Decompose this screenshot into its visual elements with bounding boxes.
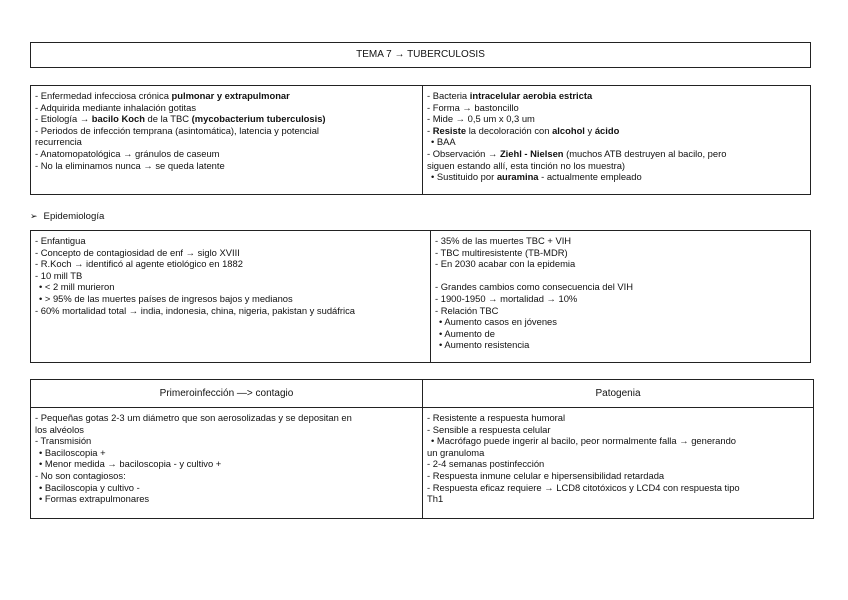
text-line [427,102,806,114]
intro-table-right [423,86,810,194]
text-line [435,339,806,351]
text-run: - En 2030 acabar con la epidemia [435,258,576,270]
text-line [427,136,806,148]
text-run: • BAA [431,136,456,148]
intro-table [30,85,811,195]
text-line [435,247,806,259]
header-pathogenesis: Patogenia [595,387,641,399]
text-run: - Grandes cambios como consecuencia del VIH [435,281,634,293]
text-run: - [427,124,433,136]
text-run: la decoloración con [466,124,553,136]
text-run: • < 2 mill murieron [39,281,115,293]
bold-text: bacilo Koch [91,113,145,125]
text-run: - 35% de las muertes TBC + VIH [435,235,572,246]
text-run: de la TBC [144,113,192,125]
text-run: • Formas extrapulmonares [39,493,150,505]
text-run: - Concepto de contagiosidad de enf → siglo XVIII [35,246,240,258]
text-line [35,293,426,305]
text-line [427,148,806,160]
bold-text: Resiste [432,124,467,136]
text-line [427,171,806,183]
text-run: - Observación → [427,147,500,159]
text-run: - Adquirida mediante inhalación gotitas [35,101,197,113]
text-line [35,113,418,125]
text-run: • Macrófago puede ingerir al bacilo, peor normalmente falla → generando [431,435,737,447]
text-line [35,435,418,447]
epidemiology-table-right [431,231,810,362]
epidemiology-heading-text: Epidemiología [43,211,105,222]
text-line [35,470,418,482]
intro-table-left [31,86,423,194]
text-line [435,328,806,340]
text-run: - Etiología → [35,113,92,125]
text-run: (muchos ATB destruyen al bacilo, pero [563,147,727,159]
text-line [35,247,426,259]
text-line [427,435,809,447]
text-run: - Enfantigua [35,235,86,246]
text-line [427,447,809,459]
text-line [35,424,418,436]
arrow-bullet-icon: ➢ [30,211,38,221]
bold-text: intracelular aerobia estricta [469,90,593,101]
text-line [35,458,418,470]
text-line [35,270,426,282]
bold-text: ácido [594,124,620,136]
text-run: • Aumento de [439,327,495,339]
text-run: - 1900-1950 → mortalidad → 10% [435,292,578,304]
text-line [35,160,418,172]
text-line [35,412,418,424]
text-line [427,125,806,137]
text-line [35,102,418,114]
text-run: - Pequeñas gotas 2-3 um diámetro que son aerosolizadas y se depositan en [35,412,352,423]
text-line [435,316,806,328]
text-run: - R.Koch → identificó al agente etiológico en 1882 [35,258,243,270]
text-run: Th1 [427,493,444,505]
header-primoinfection: Primeroinfección —> contagio [31,380,423,407]
text-run: los alvéolos [35,423,84,435]
text-run: - Bacteria [427,90,470,101]
text-line [35,258,426,270]
text-line [35,148,418,160]
text-line [427,482,809,494]
text-run: - No la eliminamos nunca → se queda latente [35,159,225,171]
document-title-text: TEMA 7 → TUBERCULOSIS [356,49,485,61]
table-header-row [31,380,813,408]
text-run: un granuloma [427,446,485,458]
text-run: - actualmente empleado [538,171,642,183]
text-line [35,281,426,293]
text-run: - Enfermedad infecciosa crónica [35,90,172,101]
text-line [435,270,806,282]
text-run: • Baciloscopia + [39,446,106,458]
text-line [427,424,809,436]
infection-pathogenesis-table [30,379,814,519]
text-line [435,281,806,293]
text-line [35,90,418,102]
text-run: • Aumento resistencia [439,339,530,351]
text-run: - Sensible a respuesta celular [427,423,551,435]
text-line [427,493,809,505]
bold-text: (mycobacterium tuberculosis) [191,113,326,125]
text-line [427,90,806,102]
text-line [435,258,806,270]
document-title [30,42,811,68]
text-run: • Menor medida → baciloscopia - y cultivo + [39,458,222,470]
text-run: - TBC multiresistente (TB-MDR) [435,246,568,258]
text-line [35,235,426,247]
text-run: - 60% mortalidad total → india, indonesia, china, nigeria, pakistan y sudáfrica [35,304,355,316]
bold-text: Ziehl - Nielsen [499,147,564,159]
text-run: - Mide → 0,5 um x 0,3 um [427,113,535,125]
text-run: • Baciloscopia y cultivo - [39,481,140,493]
epidemiology-table [30,230,811,363]
text-line [35,482,418,494]
bold-text: auramina [496,171,539,183]
text-run: - Transmisión [35,435,92,447]
text-run: siguen estando allí, esta tinción no los muestra) [427,159,626,171]
text-line [435,235,806,247]
bold-text: pulmonar y extrapulmonar [171,90,290,101]
text-line [35,305,426,317]
text-line [35,493,418,505]
text-line [435,293,806,305]
bold-text: alcohol [552,124,585,136]
text-run: - Resistente a respuesta humoral [427,412,566,423]
text-run: y [584,124,595,136]
text-run: • > 95% de las muertes países de ingresos bajos y medianos [39,292,293,304]
text-line [435,305,806,317]
text-line [35,136,418,148]
text-line [427,160,806,172]
text-line [35,125,418,137]
pathogenesis-column [423,408,813,519]
text-run: - Relación TBC [435,304,499,316]
text-run: - 2-4 semanas postinfección [427,458,545,470]
text-run: - 10 mill TB [35,269,83,281]
text-line [35,447,418,459]
text-line [427,458,809,470]
epidemiology-heading [30,211,104,223]
text-line [427,113,806,125]
text-run: - Respuesta eficaz requiere → LCD8 citotóxicos y LCD4 con respuesta tipo [427,481,740,493]
text-run: - Respuesta inmune celular e hipersensibilidad retardada [427,469,665,481]
text-run: • Aumento casos en jóvenes [439,316,557,328]
primoinfection-column [31,408,423,519]
text-run: recurrencia [35,136,82,148]
text-line [427,470,809,482]
text-run: - Periodos de infección temprana (asintomática), latencia y potencial [35,124,320,136]
epidemiology-table-left [31,231,431,362]
text-run: - No son contagiosos: [35,469,126,481]
text-run: - Forma → bastoncillo [427,101,519,113]
text-run: • Sustituido por [431,171,497,183]
text-line [427,412,809,424]
text-run: - Anatomopatológica → gránulos de caseum [35,147,220,159]
